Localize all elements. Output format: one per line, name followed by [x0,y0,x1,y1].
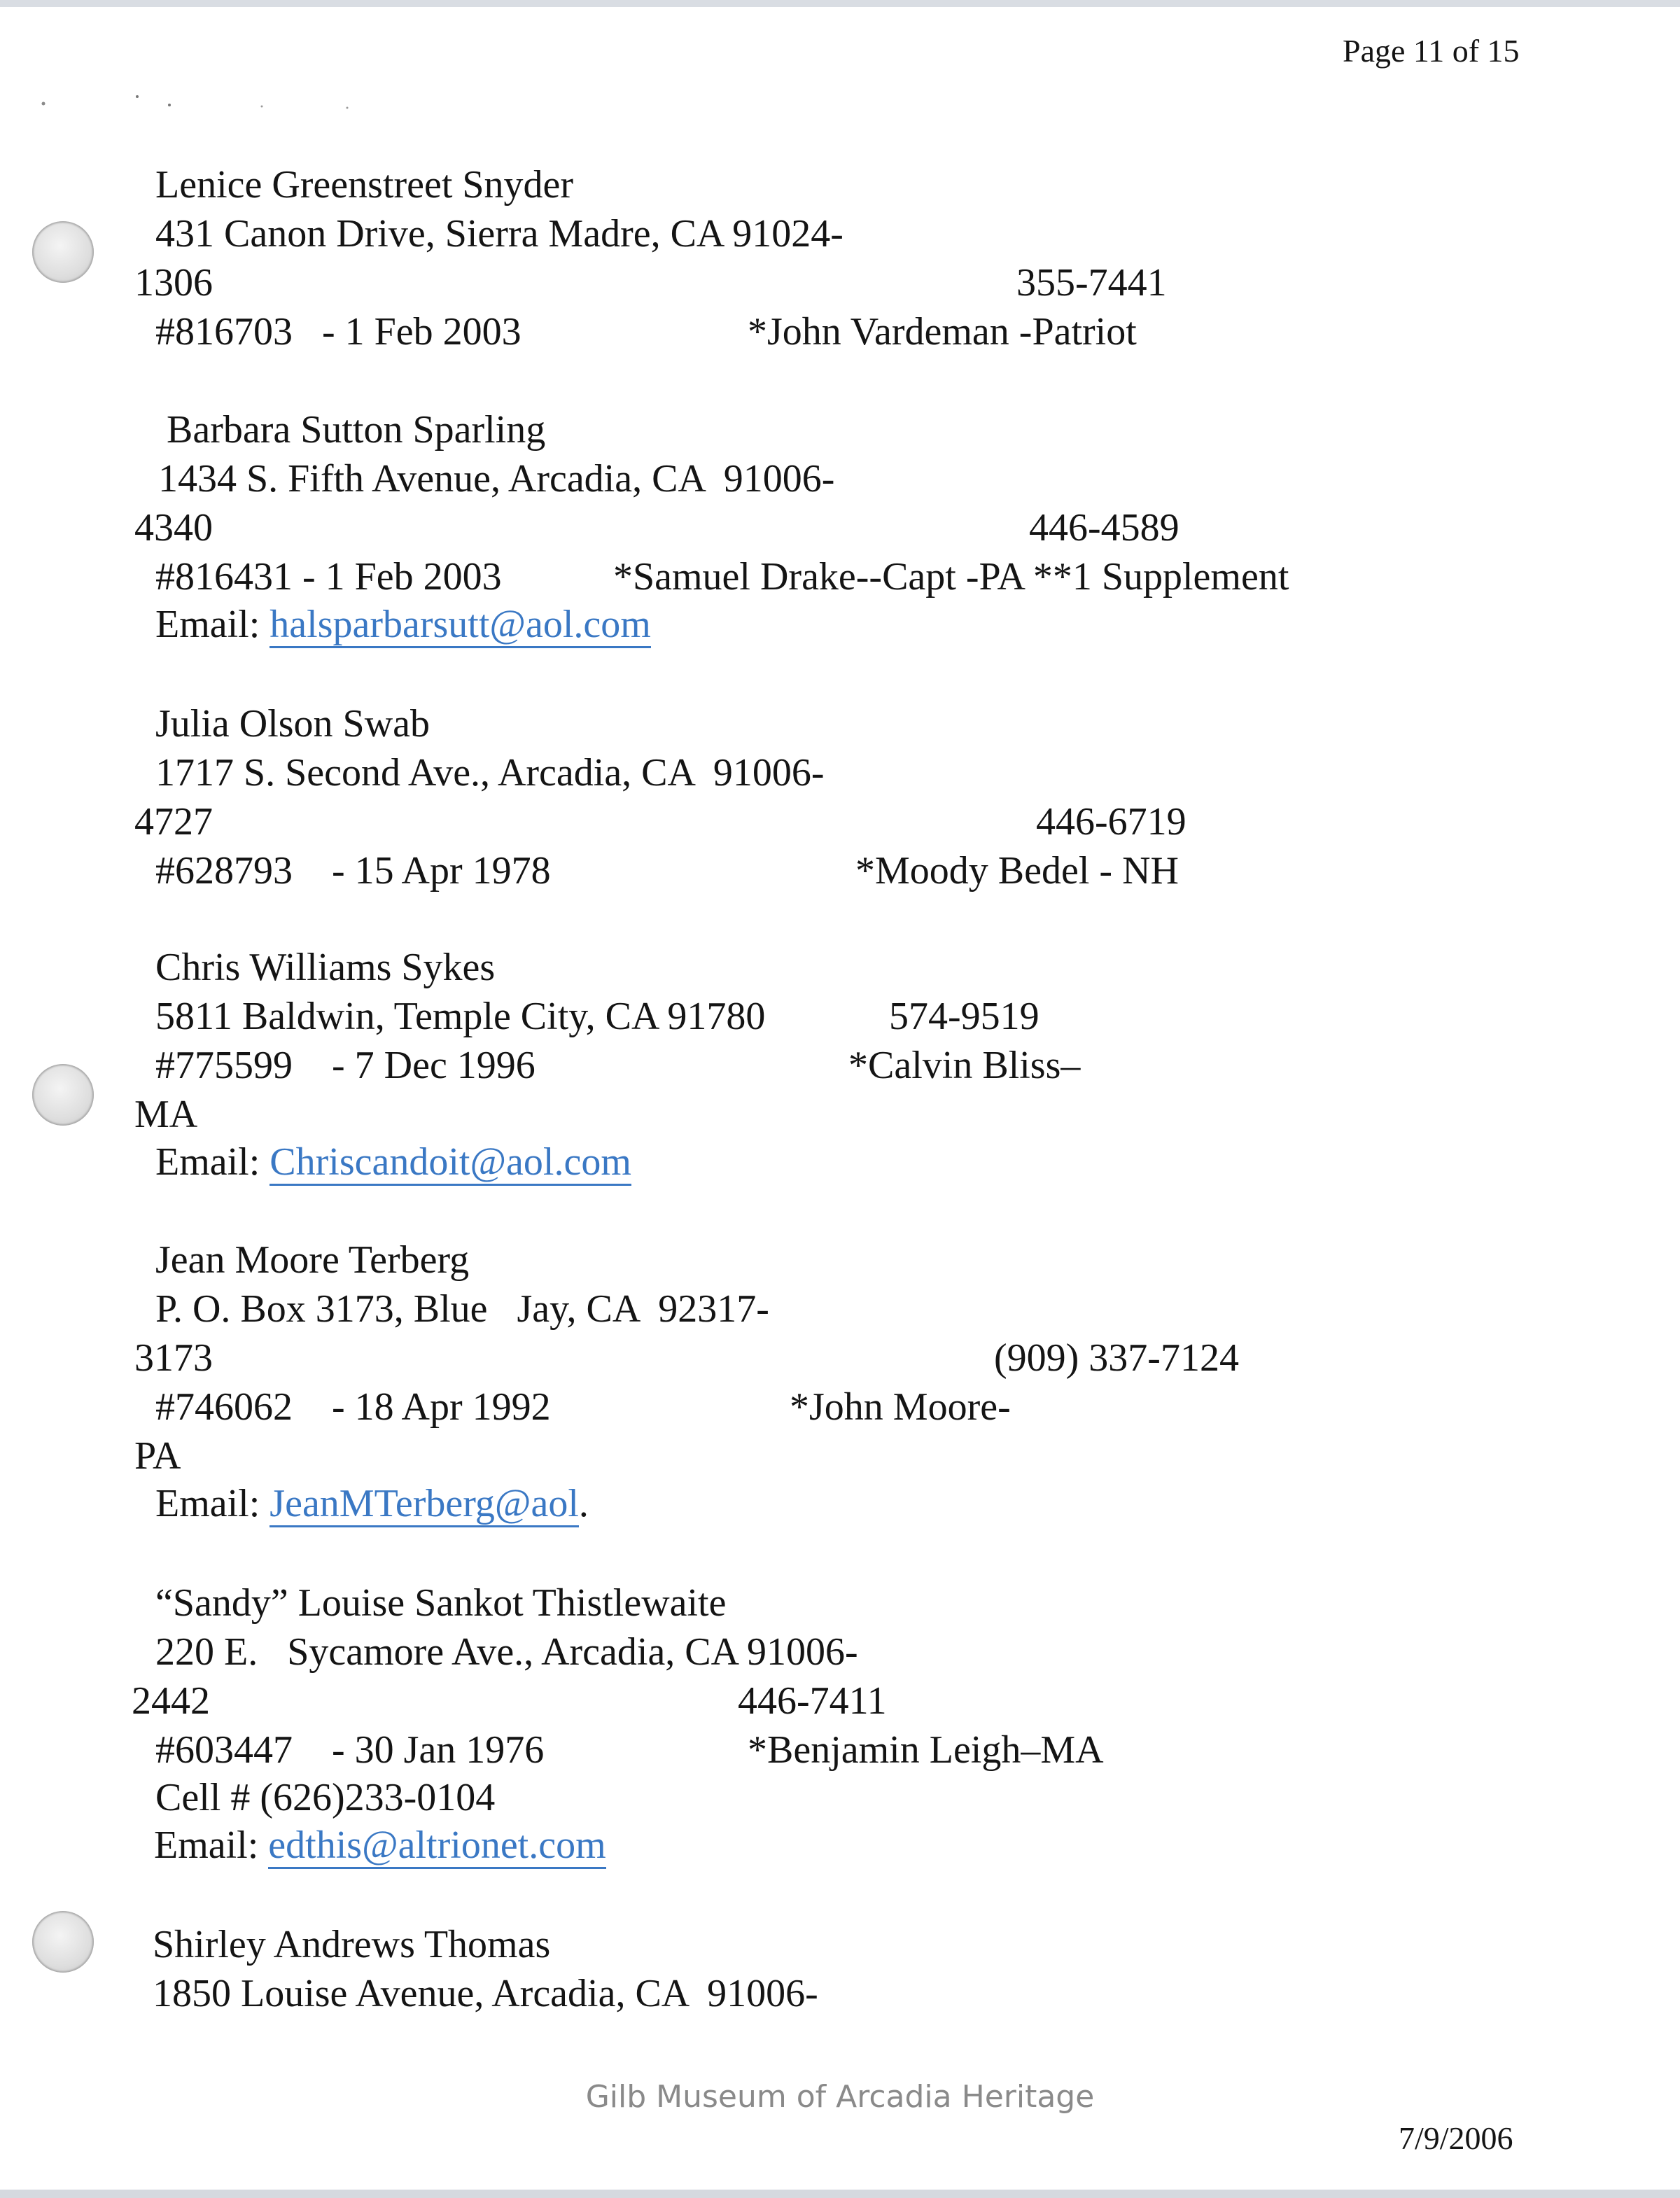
member-address: 5811 Baldwin, Temple City, CA 91780 [155,995,766,1038]
member-address: 1717 S. Second Ave., Arcadia, CA 91006- [155,751,825,794]
ancestor-continuation: PA [134,1434,181,1478]
zip-continuation: 4727 [134,800,213,844]
email-suffix: . [578,1482,589,1525]
email-label: Email: [155,1140,260,1184]
zip-continuation: 2442 [132,1679,210,1723]
email-line [155,605,651,644]
scan-top-edge [0,0,1680,7]
membership-number: #746062 - 18 Apr 1992 [155,1385,551,1429]
scan-specks [39,90,361,118]
zip-continuation: 1306 [134,261,213,304]
member-address: 431 Canon Drive, Sierra Madre, CA 91024- [155,212,844,255]
member-name: Lenice Greenstreet Snyder [155,163,574,206]
print-date: 7/9/2006 [1399,2120,1513,2156]
email-label: Email: [155,603,260,646]
membership-number: #816431 - 1 Feb 2003 [155,555,502,598]
scan-bottom-edge [0,2190,1680,2198]
binder-hole [32,221,94,283]
phone-number: 446-6719 [1036,800,1186,844]
ancestor: *Moody Bedel - NH [855,849,1179,892]
member-address: 220 E. Sycamore Ave., Arcadia, CA 91006- [155,1630,858,1674]
phone-number: (909) 337-7124 [994,1336,1239,1380]
member-name: Shirley Andrews Thomas [153,1923,551,1966]
phone-number: 355-7441 [1016,261,1167,304]
zip-continuation: 3173 [134,1336,213,1380]
ancestor: *Samuel Drake--Capt -PA **1 Supplement [613,555,1289,598]
membership-number: #603447 - 30 Jan 1976 [155,1728,545,1772]
email-link[interactable]: Chriscandoit@aol.com [270,1140,631,1186]
zip-continuation: 4340 [134,506,213,550]
email-label: Email: [154,1823,259,1867]
member-name: Barbara Sutton Sparling [167,408,546,451]
email-line [155,1142,631,1182]
phone-number: 446-4589 [1029,506,1180,550]
member-address: 1850 Louise Avenue, Arcadia, CA 91006- [153,1972,818,2015]
email-line [154,1823,606,1867]
member-name: “Sandy” Louise Sankot Thistlewaite [155,1581,727,1625]
membership-number: #816703 - 1 Feb 2003 [155,310,522,354]
phone-number: 446-7411 [738,1679,887,1723]
binder-hole [32,1911,94,1973]
cell-phone: Cell # (626)233-0104 [155,1776,496,1819]
email-link[interactable]: JeanMTerberg@aol [270,1482,579,1527]
member-address: P. O. Box 3173, Blue Jay, CA 92317- [155,1287,769,1331]
email-line [155,1484,589,1523]
member-name: Julia Olson Swab [155,702,430,746]
email-link[interactable]: halsparbarsutt@aol.com [270,603,651,648]
binder-hole [32,1064,94,1126]
membership-number: #628793 - 15 Apr 1978 [155,849,551,892]
page-number: Page 11 of 15 [1343,33,1520,69]
ancestor-continuation: MA [134,1093,198,1136]
member-address: 1434 S. Fifth Avenue, Arcadia, CA 91006- [158,457,835,500]
phone-number: 574-9519 [889,995,1040,1038]
ancestor: *Benjamin Leigh–MA [748,1728,1104,1772]
membership-number: #775599 - 7 Dec 1996 [155,1044,536,1087]
member-name: Chris Williams Sykes [155,946,496,989]
museum-watermark: Gilb Museum of Arcadia Heritage [585,2079,1095,2115]
ancestor: *John Vardeman -Patriot [748,310,1137,354]
ancestor: *John Moore- [790,1385,1011,1429]
ancestor: *Calvin Bliss– [848,1044,1081,1087]
member-name: Jean Moore Terberg [155,1238,470,1282]
email-label: Email: [155,1482,260,1525]
email-link[interactable]: edthis@altrionet.com [268,1823,606,1869]
